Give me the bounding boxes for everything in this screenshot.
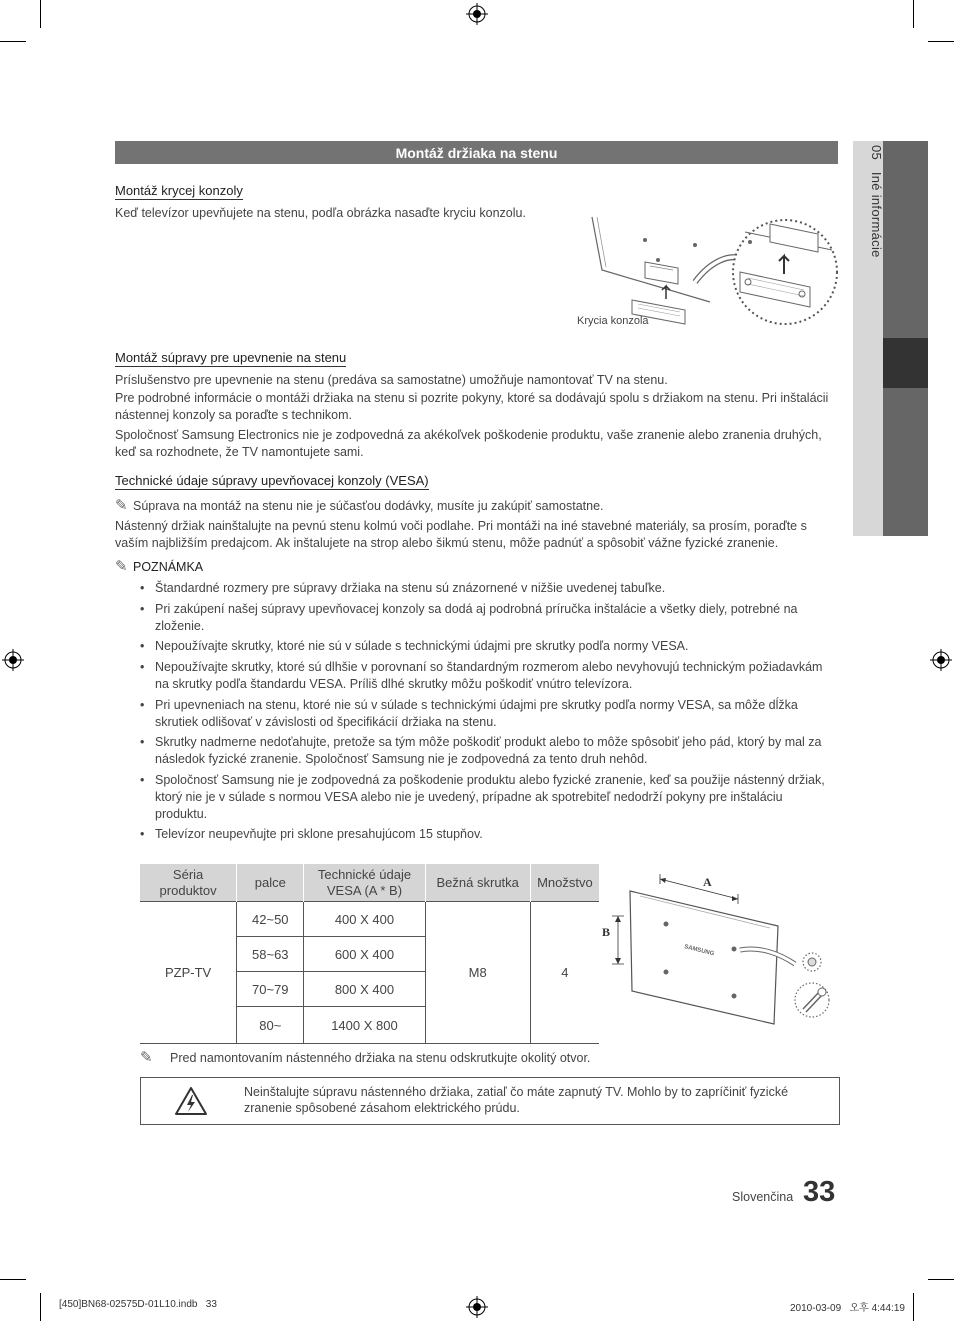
kit-heading: Montáž súpravy pre upevnenie na stenu	[115, 350, 347, 365]
screw-cell: M8	[425, 902, 530, 1044]
cover-text: Keď televízor upevňujete na stenu, podľa obrázka nasaďte kryciu konzolu.	[115, 206, 526, 220]
section-title: Montáž držiaka na stenu	[115, 141, 838, 164]
dimension-label-a: A	[703, 875, 712, 889]
registration-mark-icon	[466, 3, 488, 25]
pencil-note-icon: ✎	[140, 1049, 153, 1066]
note-bullet-list	[140, 580, 830, 847]
crop-mark	[40, 1293, 41, 1321]
vesa-cell: 800 X 400	[304, 972, 425, 1007]
vesa-note-1-text: Súprava na montáž na stenu nie je súčasťou dodávky, musíte ju zakúpiť samostatne.	[133, 499, 604, 513]
list-item: • Pri zakúpení našej súpravy upevňovacej konzoly sa dodá aj podrobná príručka inštalácie a všetky diely, potrebné na zloženie.	[140, 601, 830, 635]
electric-shock-warning-icon	[174, 1086, 208, 1116]
cover-figure-label: Krycia konzola	[577, 315, 649, 327]
footer-note	[140, 1049, 855, 1067]
list-item: • Spoločnosť Samsung nie je zodpovedná za poškodenie produktu alebo fyzické zranenie, keď sa použije nástenný držiak, ktorý nie je v súlade s normou VESA alebo nie je uvedený, prípadne ak spotrebiteľ nedodrží pokyny pre inštaláciu produktu.	[140, 772, 830, 822]
inches-cell: 70~79	[237, 972, 304, 1007]
list-item: • Pri upevneniach na stenu, ktoré nie sú v súlade s technickými údajmi pre skrutky podľa normy VESA, sa môže dĺžka skrutiek odlišovať v závislosti od špecifikácií držiaka na stenu.	[140, 697, 830, 731]
inches-cell: 80~	[237, 1007, 304, 1044]
crop-mark	[40, 0, 41, 28]
registration-mark-icon	[2, 649, 24, 671]
crop-mark	[913, 1293, 914, 1321]
kit-paragraph-3: Spoločnosť Samsung Electronics nie je zodpovedná za akékoľvek poškodenie produktu, vaše zranenie alebo zranenia druhých, keď sa rozhodnete, že TV namontujete sami.	[115, 428, 822, 459]
table-header-cell: Bežná skrutka	[425, 864, 530, 902]
warning-text: Neinštalujte súpravu nástenného držiaka, zatiaľ čo máte zapnutý TV. Mohlo by to zapríčiniť fyzické zranenie spôsobené zásahom elektrického prúdu.	[244, 1085, 789, 1115]
list-item: • Televízor neupevňujte pri sklone presahujúcom 15 stupňov.	[140, 826, 830, 843]
crop-mark	[0, 1279, 26, 1280]
brand-logo: SAMSUNG	[683, 944, 715, 958]
table-header-cell: Technické údaje VESA (A * B)	[304, 864, 425, 902]
footer-note-text: Pred namontovaním nástenného držiaka na stenu odskrutkujte okolitý otvor.	[170, 1051, 591, 1065]
kit-paragraph-2: Pre podrobné informácie o montáži držiaka na stenu si pozrite pokyny, ktoré sa dodávajú spolu s držiakom na stenu. Pri inštalácii nástennej konzoly sa poraďte s technikom.	[115, 391, 829, 422]
registration-mark-icon	[930, 649, 952, 671]
chapter-number: 05	[869, 145, 884, 161]
crop-mark	[0, 41, 26, 42]
note-label: POZNÁMKA	[133, 560, 204, 574]
warning-box	[140, 1077, 840, 1125]
vesa-heading: Technické údaje súpravy upevňovacej konzoly (VESA)	[115, 473, 429, 488]
registration-mark-icon	[466, 1296, 488, 1318]
crop-mark	[928, 41, 954, 42]
print-timestamp: 2010-03-09 오후 4:44:19	[790, 1303, 905, 1314]
table-header-cell: Množstvo	[530, 864, 599, 902]
list-item: • Nepoužívajte skrutky, ktoré sú dlhšie v porovnaní so štandardným rozmerom alebo nevyhovujú technickým požiadavkám na skrutky podľa štandardu VESA. Príliš dlhé skrutky môžu poškodiť vnútro televízora.	[140, 659, 830, 693]
quantity-cell: 4	[530, 902, 599, 1044]
crop-mark	[913, 0, 914, 28]
vesa-cell: 600 X 400	[304, 937, 425, 972]
table-row	[140, 902, 599, 937]
cover-heading: Montáž krycej konzoly	[115, 183, 243, 198]
table-header-row	[140, 864, 599, 902]
chapter-title: Iné informácie	[869, 171, 884, 258]
pencil-note-icon: ✎	[115, 558, 128, 575]
vesa-cell: 1400 X 800	[304, 1007, 425, 1044]
list-item: • Štandardné rozmery pre súpravy držiaka na stenu sú znázornené v nižšie uvedenej tabuľke.	[140, 580, 830, 597]
pencil-note-icon: ✎	[115, 497, 128, 514]
tv-back-diagram	[600, 866, 838, 1026]
chapter-label	[854, 145, 884, 305]
vesa-cell: 400 X 400	[304, 902, 425, 937]
series-cell: PZP-TV	[140, 902, 237, 1044]
kit-paragraph-1: Príslušenstvo pre upevnenie na stenu (predáva sa samostatne) umožňuje namontovať TV na stenu.	[115, 373, 668, 387]
inches-cell: 58~63	[237, 937, 304, 972]
print-file-info: [450]BN68-02575D-01L10.indb 33	[59, 1299, 217, 1310]
page-language: Slovenčina	[732, 1190, 794, 1204]
vesa-table	[140, 864, 599, 1044]
chapter-side-tab-marker	[883, 338, 928, 388]
list-item: • Nepoužívajte skrutky, ktoré nie sú v súlade s technickými údajmi pre skrutky podľa normy VESA.	[140, 638, 830, 655]
vesa-paragraph: Nástenný držiak nainštalujte na pevnú stenu kolmú voči podlahe. Pri montáži na iné stavebné materiály, sa prosím, poraďte s vaším najbližším predajcom. Ak inštalujete na strop alebo šikmú stenu, môže padnúť a spôsobiť vážne fyzické zranenie.	[115, 519, 807, 550]
inches-cell: 42~50	[237, 902, 304, 937]
page-number: 33	[803, 1176, 836, 1208]
table-header-cell: palce	[237, 864, 304, 902]
table-header-cell: Séria produktov	[140, 864, 237, 902]
list-item: • Skrutky nadmerne nedoťahujte, pretože sa tým môže poškodiť produkt alebo to môže spôsobiť jeho pád, ktorý by mal za následok fyzické zranenie. Spoločnosť Samsung nie je zodpovedná za tento druh nehôd.	[140, 734, 830, 768]
crop-mark	[928, 1279, 954, 1280]
vesa-note-1	[115, 497, 830, 515]
dimension-label-b: B	[602, 925, 611, 939]
vesa-note-heading	[115, 558, 830, 576]
